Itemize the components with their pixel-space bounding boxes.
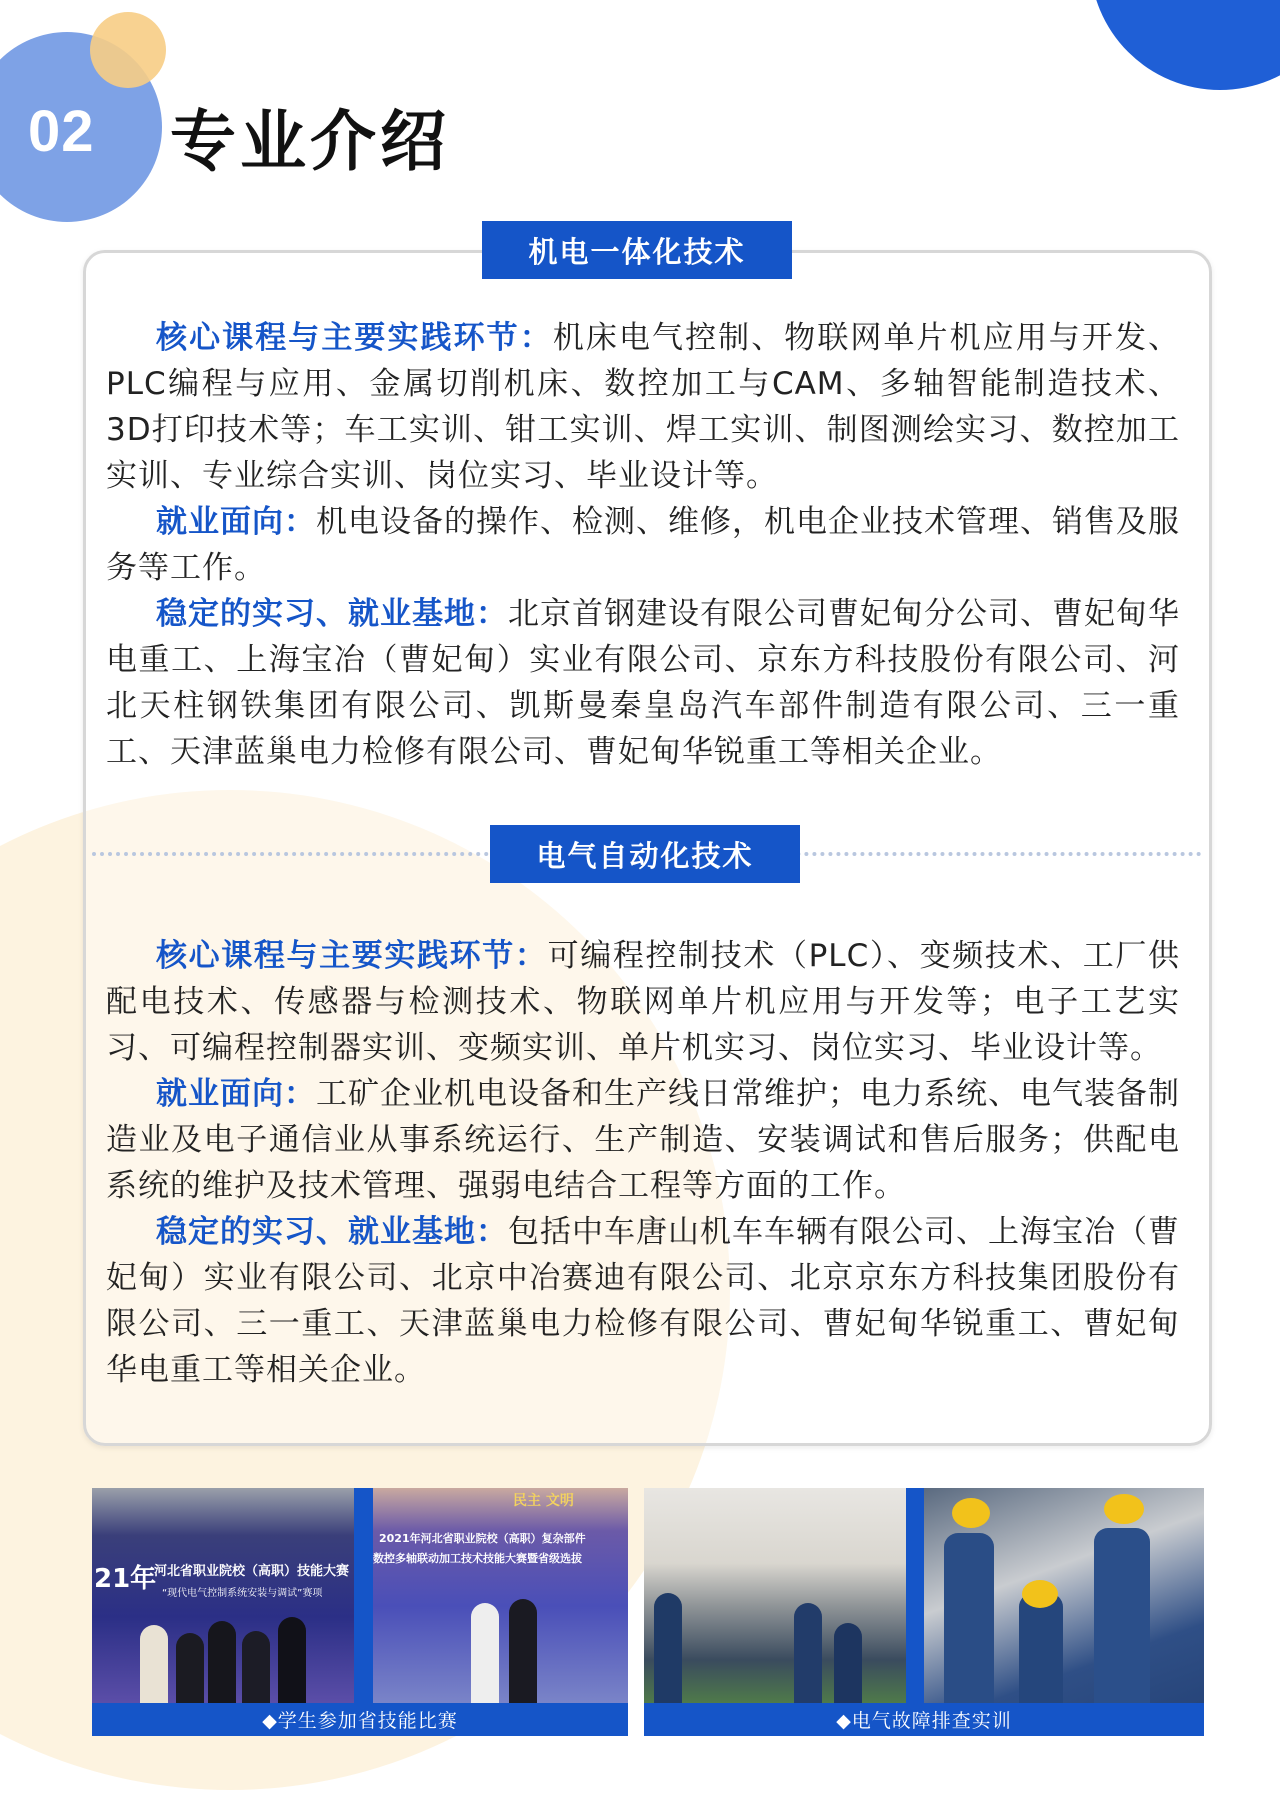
- banner-slogan: 民主 文明: [513, 1493, 574, 1509]
- paragraph-label: 稳定的实习、就业基地：: [156, 1214, 508, 1250]
- photo-caption: ◆电气故障排查实训: [836, 1710, 1012, 1732]
- poster-subtitle: “现代电气控制系统安装与调试”赛项: [162, 1588, 323, 1599]
- paragraph-text: 包括中车唐山机车车辆有限公司、上海宝冶（曹妃甸）实业有限公司、北京中冶赛迪有限公司、北京京东方科技集团股份有限公司、三一重工、天津蓝巢电力检修有限公司、曹妃甸华锐重工、曹妃甸华电重工等相关企业。: [106, 1214, 1180, 1388]
- helmet-icon: [952, 1498, 990, 1528]
- paragraph-core-courses: [106, 315, 1180, 499]
- photo-lab-2: [924, 1488, 1204, 1703]
- paragraph-label: 就业面向：: [156, 504, 316, 540]
- student-figure: [509, 1599, 537, 1703]
- paragraph-label: 核心课程与主要实践环节：: [156, 320, 553, 356]
- photo-caption: ◆学生参加省技能比赛: [262, 1710, 458, 1732]
- student-figure: [794, 1603, 822, 1703]
- photo-lab-1: [644, 1488, 906, 1703]
- student-figure: [471, 1603, 499, 1703]
- student-figure: [242, 1631, 270, 1703]
- orange-accent-circle: [90, 12, 166, 88]
- student-figure: [176, 1633, 204, 1703]
- poster-title: 2021年河北省职业院校（高职）复杂部件: [379, 1532, 586, 1545]
- paragraph-internship-bases: [106, 591, 1180, 775]
- paragraph-employment: [106, 1071, 1180, 1209]
- worker-figure: [944, 1533, 994, 1703]
- student-figure: [834, 1623, 862, 1703]
- paragraph-text: 机床电气控制、物联网单片机应用与开发、PLC编程与应用、金属切削机床、数控加工与CAM、多轴智能制造技术、3D打印技术等；车工实训、钳工实训、焊工实训、制图测绘实习、数控加工实训、专业综合实训、岗位实习、毕业设计等。: [106, 320, 1181, 494]
- major-tag-mechatronics: 机电一体化技术: [482, 221, 792, 279]
- student-figure: [654, 1593, 682, 1703]
- paragraph-text: 北京首钢建设有限公司曹妃甸分公司、曹妃甸华电重工、上海宝冶（曹妃甸）实业有限公司、京东方科技股份有限公司、河北天柱钢铁集团有限公司、凯斯曼秦皇岛汽车部件制造有限公司、三一重工、天津蓝巢电力检修有限公司、曹妃甸华锐重工等相关企业。: [106, 596, 1180, 770]
- paragraph-core-courses: [106, 933, 1180, 1071]
- paragraph-label: 稳定的实习、就业基地：: [156, 596, 508, 632]
- paragraph-label: 核心课程与主要实践环节：: [156, 938, 548, 974]
- poster-subtitle: 数控多轴联动加工技术技能大赛暨省级选拔: [373, 1552, 582, 1565]
- photo-competition-2: [373, 1488, 628, 1703]
- poster-title: 河北省职业院校（高职）技能大赛: [154, 1564, 350, 1579]
- student-figure: [278, 1617, 306, 1703]
- student-figure: [140, 1625, 168, 1703]
- photo-group-fault-training: [644, 1488, 1204, 1736]
- helmet-icon: [1022, 1580, 1058, 1608]
- student-figure: [208, 1621, 236, 1703]
- section-number: 02: [28, 99, 95, 164]
- worker-figure: [1094, 1528, 1150, 1703]
- paragraph-text: 工矿企业机电设备和生产线日常维护；电力系统、电气装备制造业及电子通信业从事系统运行、生产制造、安装调试和售后服务；供配电系统的维护及技术管理、强弱电结合工程等方面的工作。: [106, 1076, 1180, 1204]
- top-right-blue-circle: [1090, 0, 1280, 90]
- major-tag-electrical-automation: 电气自动化技术: [490, 825, 800, 883]
- photo-competition-1: [92, 1488, 354, 1703]
- paragraph-text: 可编程控制技术（PLC）、变频技术、工厂供配电技术、传感器与检测技术、物联网单片机应用与开发等；电子工艺实习、可编程控制器实训、变频实训、单片机实习、岗位实习、毕业设计等。: [106, 938, 1181, 1066]
- electrical-automation-description: [106, 933, 1180, 1393]
- paragraph-employment: [106, 499, 1180, 591]
- photo-group-competition: [92, 1488, 628, 1736]
- helmet-icon: [1104, 1494, 1144, 1524]
- worker-figure: [1019, 1593, 1063, 1703]
- paragraph-label: 就业面向：: [156, 1076, 316, 1112]
- paragraph-text: 机电设备的操作、检测、维修，机电企业技术管理、销售及服务等工作。: [106, 504, 1180, 586]
- paragraph-internship-bases: [106, 1209, 1180, 1393]
- mechatronics-description: [106, 315, 1180, 775]
- page-title: 专业介绍: [170, 103, 450, 180]
- poster-year: 21年: [94, 1564, 157, 1594]
